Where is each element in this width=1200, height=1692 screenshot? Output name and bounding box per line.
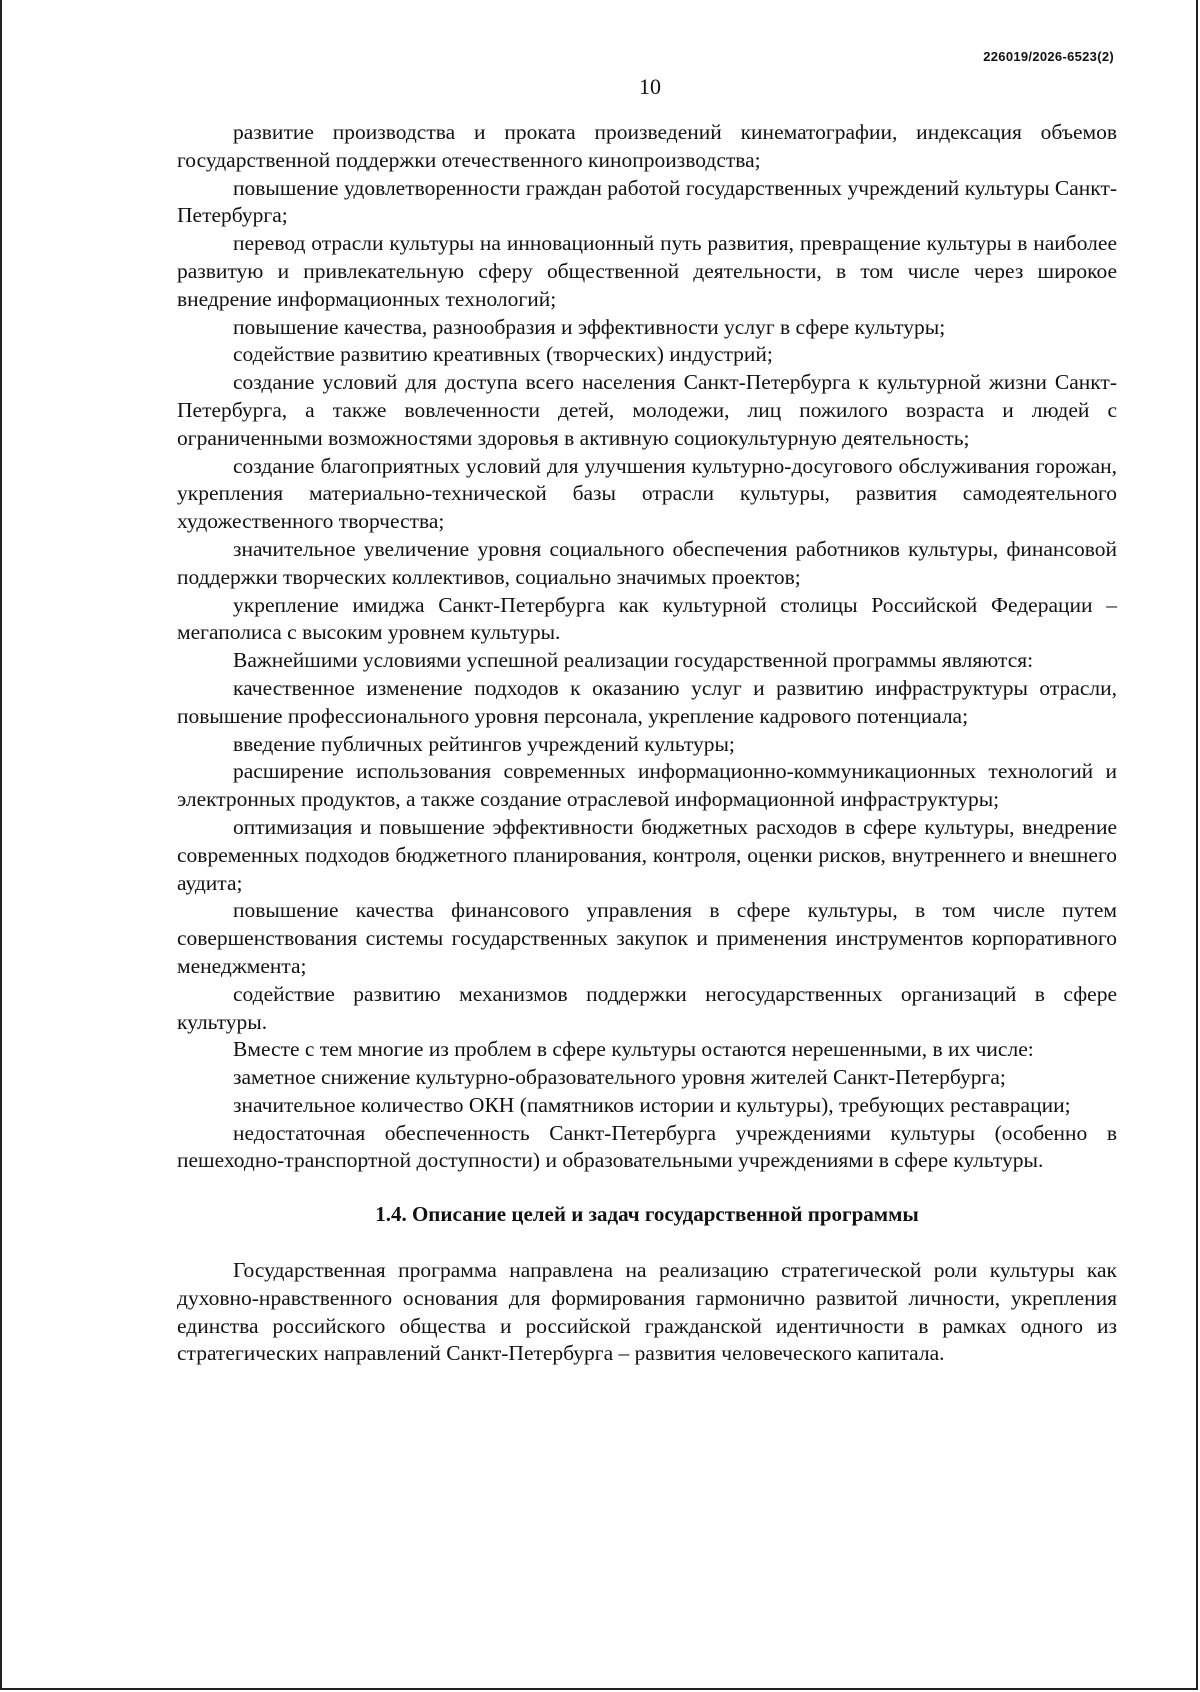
paragraph: повышение качества, разнообразия и эффективности услуг в сфере культуры; <box>233 314 946 339</box>
paragraph: расширение использования современных информационно-коммуникационных технологий и электронных продуктов, а также создание отраслевой информационной инфраструктуры; <box>177 759 1117 812</box>
paragraph: Важнейшими условиями успешной реализации государственной программы являются: <box>233 648 1034 673</box>
document-number: 226019/2026-6523(2) <box>983 49 1114 64</box>
paragraph: содействие развитию механизмов поддержки негосударственных организаций в сфере культуры. <box>177 981 1117 1034</box>
paragraph: создание благоприятных условий для улучшения культурно-досугового обслуживания горожан, укрепления материально-технической базы отрасли культуры, развития самодеятельного художественного творчества; <box>177 453 1117 534</box>
paragraph: повышение качества финансового управления в сфере культуры, в том числе путем совершенствования системы государственных закупок и применения инструментов корпоративного менеджмента; <box>177 898 1117 978</box>
section-paragraph: Государственная программа направлена на реализацию стратегической роли культуры как духовно-нравственного основания для формирования гармонично развитой личности, укрепления единства российского общества и российской гражданской идентичности в рамках одного из стратегических направлений Санкт-Петербурга – развития человеческого капитала. <box>177 1258 1117 1366</box>
paragraph: значительное увеличение уровня социального обеспечения работников культуры, финансовой поддержки творческих коллективов, социально значимых проектов; <box>177 536 1117 589</box>
paragraph: заметное снижение культурно-образовательного уровня жителей Санкт-Петербурга; <box>233 1065 1006 1090</box>
paragraph: развитие производства и проката произведений кинематографии, индексация объемов государственной поддержки отечественного кинопроизводства; <box>177 120 1117 172</box>
paragraph: укрепление имиджа Санкт-Петербурга как культурной столицы Российской Федерации – мегаполиса с высоким уровнем культуры. <box>177 592 1117 645</box>
paragraph: недостаточная обеспеченность Санкт-Петербурга учреждениями культуры (особенно в пешеходно-транспортной доступности) и образовательными учреждениями в сфере культуры. <box>177 1120 1117 1173</box>
paragraph: создание условий для доступа всего населения Санкт-Петербурга к культурной жизни Санкт-Петербурга, а также вовлеченности детей, молодежи, лиц пожилого возраста и людей с ограниченными возможностями здоровья в активную социокультурную деятельность; <box>177 370 1117 450</box>
paragraph: повышение удовлетворенности граждан работой государственных учреждений культуры Санкт-Петербурга; <box>177 175 1117 228</box>
paragraph: значительное количество ОКН (памятников истории и культуры), требующих реставрации; <box>233 1092 1071 1117</box>
paragraph: Вместе с тем многие из проблем в сфере культуры остаются нерешенными, в их числе: <box>233 1037 1034 1062</box>
paragraph: введение публичных рейтингов учреждений культуры; <box>233 731 735 756</box>
paragraph: перевод отрасли культуры на инновационный путь развития, превращение культуры в наиболее развитую и привлекательную сферу общественной деятельности, в том числе через широкое внедрение информационных технологий; <box>177 231 1117 311</box>
section-heading: 1.4. Описание целей и задач государственной программы <box>375 1202 919 1227</box>
page-number: 10 <box>639 74 661 99</box>
paragraph: содействие развитию креативных (творческих) индустрий; <box>233 342 773 367</box>
paragraph: оптимизация и повышение эффективности бюджетных расходов в сфере культуры, внедрение современных подходов бюджетного планирования, контроля, оценки рисков, внутреннего и внешнего аудита; <box>177 814 1117 895</box>
paragraph: качественное изменение подходов к оказанию услуг и развитию инфраструктуры отрасли, повышение профессионального уровня персонала, укрепление кадрового потенциала; <box>177 675 1117 728</box>
document-body <box>177 119 1117 1368</box>
